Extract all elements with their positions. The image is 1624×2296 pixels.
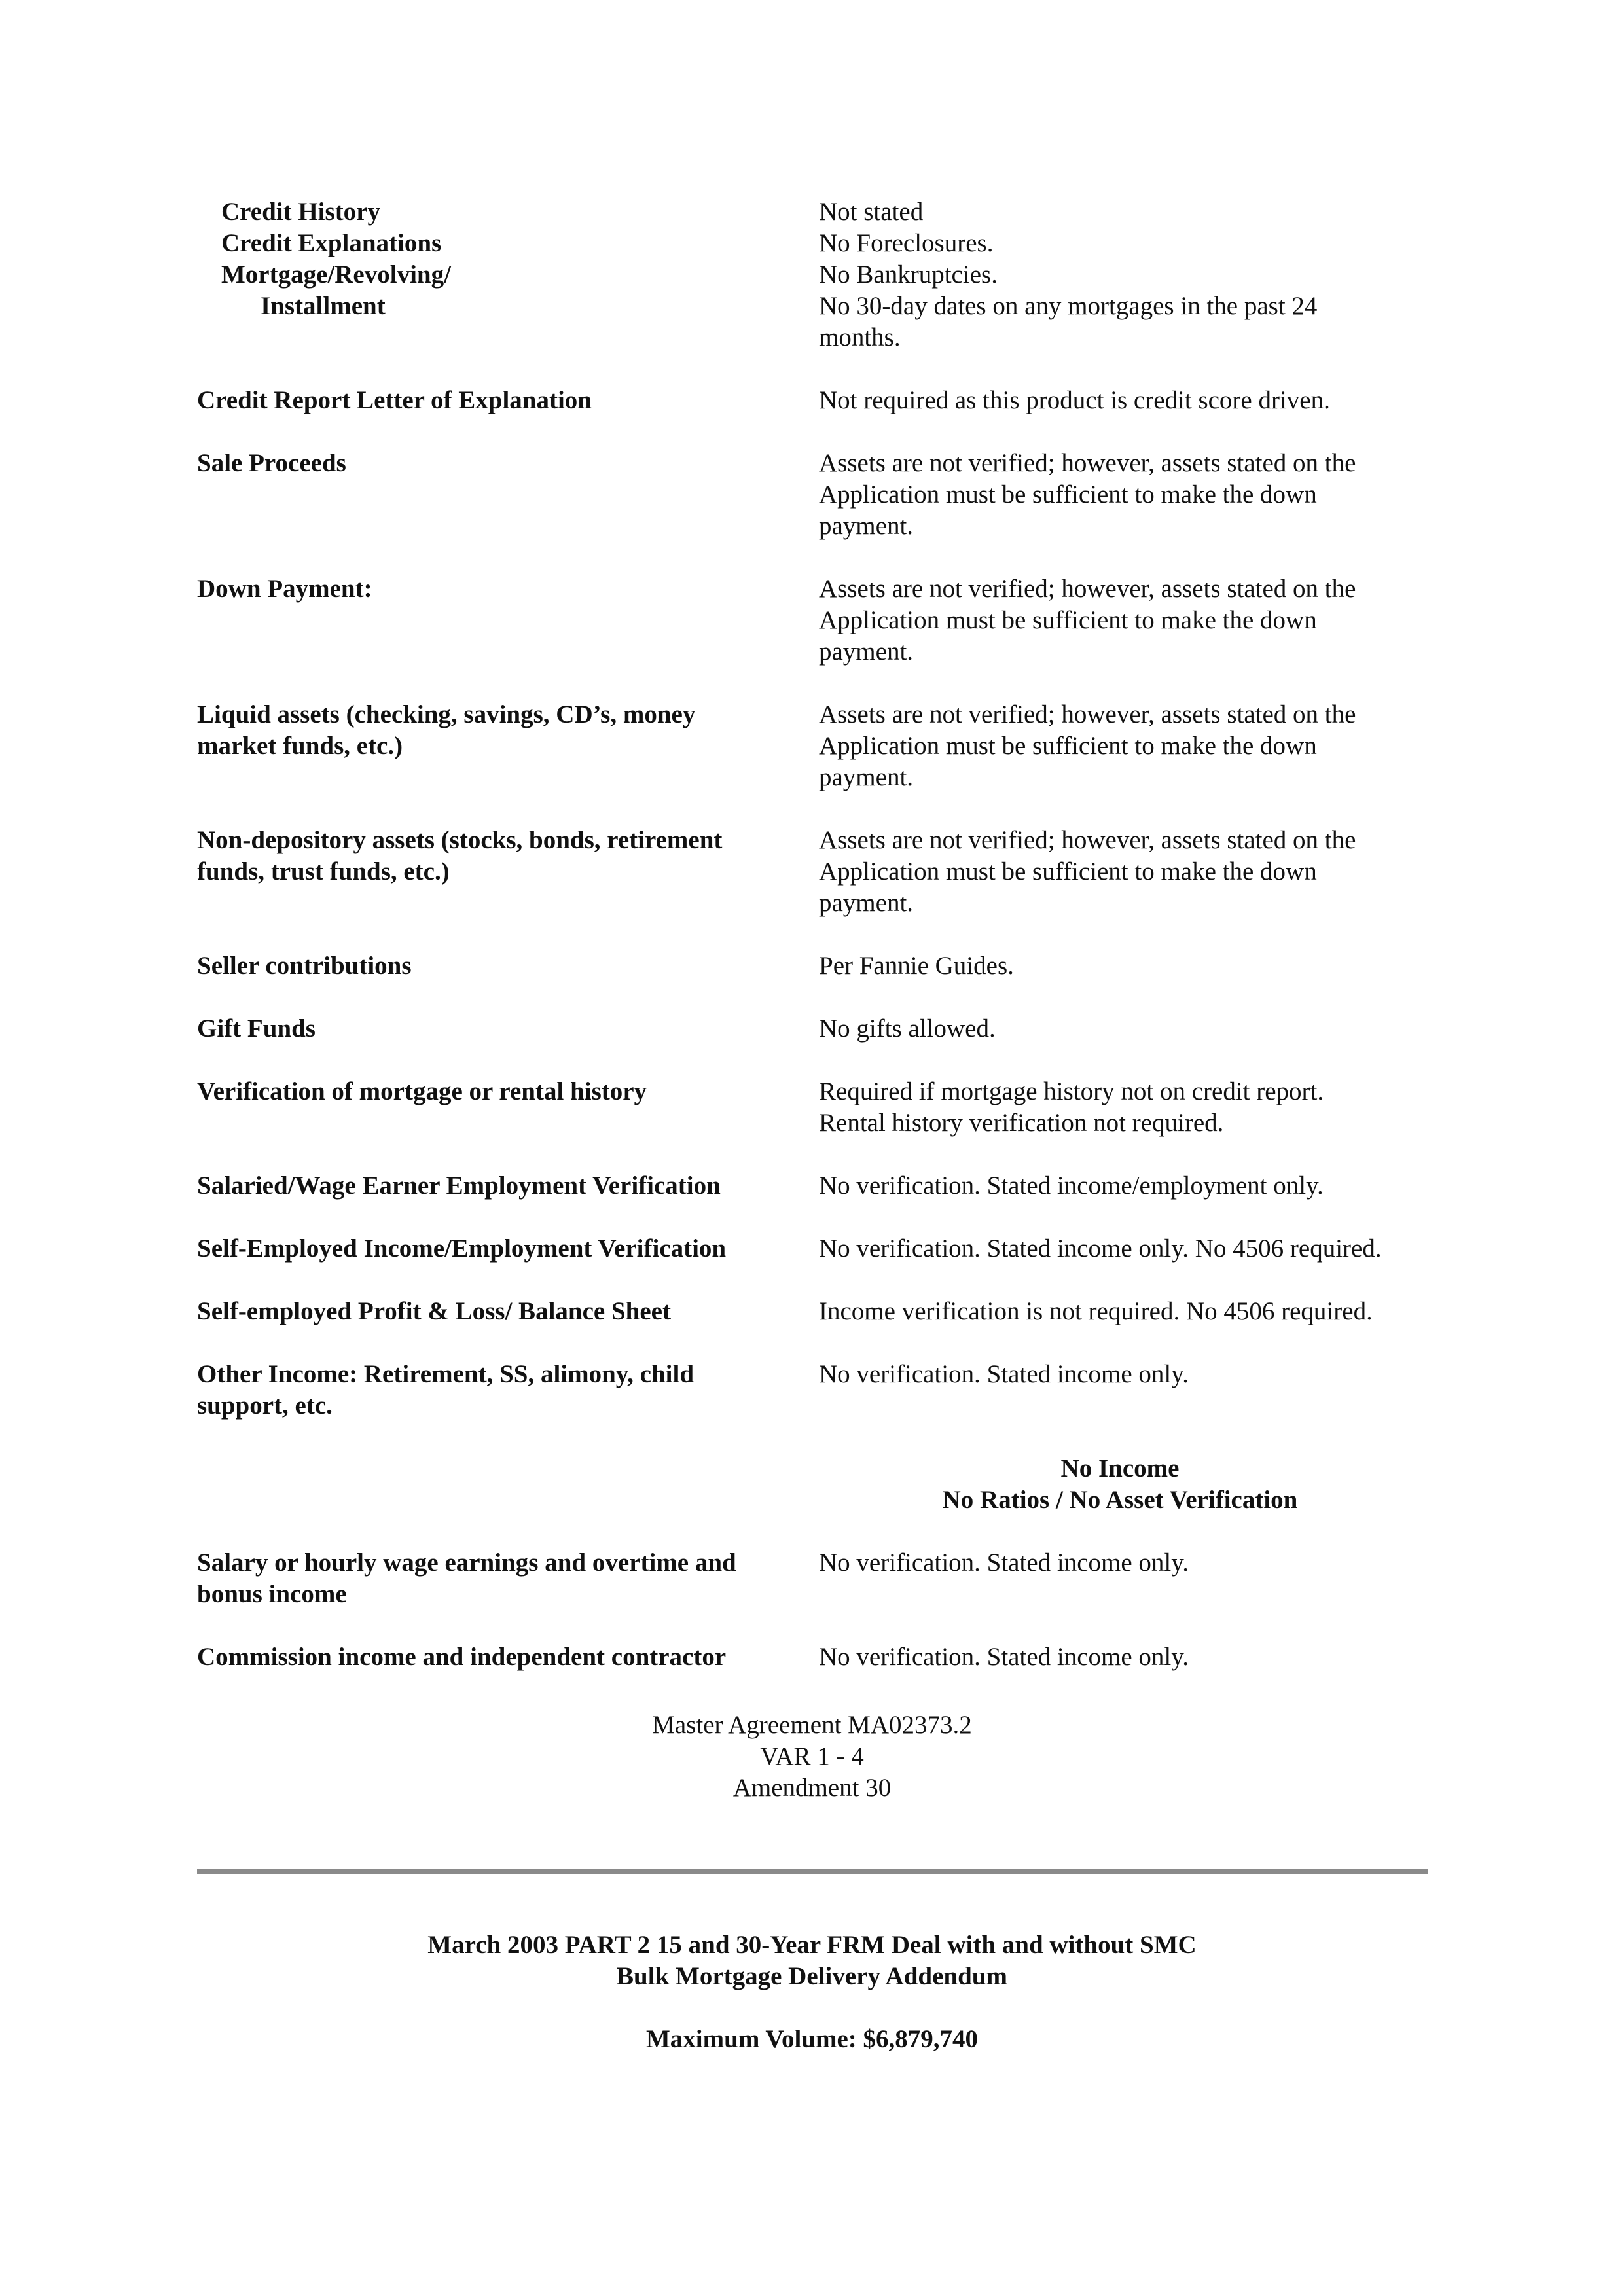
value-line: Rental history verification not required. (819, 1109, 1224, 1137)
value-line: No 30-day dates on any mortgages in the past 24 (819, 292, 1318, 320)
label-credit-explanations: Credit Explanations (221, 229, 442, 257)
label-other-income (197, 1359, 786, 1422)
value-line: Income verification is not required. No 4506 required. (819, 1297, 1373, 1325)
value-credit-block (819, 196, 1454, 353)
value-line: Application must be sufficient to make the down (819, 857, 1317, 886)
value-sale-proceeds (819, 448, 1454, 542)
value-self-employed-pnl (819, 1296, 1454, 1327)
value-verification-mortgage-rental (819, 1076, 1454, 1139)
label-line: Commission income and independent contractor (197, 1643, 727, 1671)
value-line: Assets are not verified; however, assets stated on the (819, 700, 1356, 728)
label-seller-contributions (197, 950, 786, 982)
label-self-employed-pnl (197, 1296, 786, 1327)
value-line: Not required as this product is credit score driven. (819, 386, 1330, 414)
subheading-line: No Income (1060, 1454, 1180, 1482)
value-line: No Foreclosures. (819, 229, 994, 257)
value-line: No verification. Stated income only. (819, 1549, 1189, 1577)
label-line: bonus income (197, 1580, 347, 1608)
label-line: Self-Employed Income/Employment Verification (197, 1234, 727, 1263)
label-verification-mortgage-rental (197, 1076, 786, 1107)
label-line: Salary or hourly wage earnings and overtime and (197, 1549, 736, 1577)
label-mortgage-revolving: Mortgage/Revolving/ (221, 260, 451, 289)
value-line: Assets are not verified; however, assets stated on the (819, 575, 1356, 603)
value-line: Required if mortgage history not on credit report. (819, 1077, 1324, 1105)
section-subheading (819, 1453, 1421, 1516)
value-seller-contributions (819, 950, 1454, 982)
value-credit-report-letter (819, 385, 1454, 416)
label-down-payment (197, 573, 786, 605)
value-line: Not stated (819, 198, 924, 226)
label-non-depository-assets (197, 825, 786, 888)
label-line: Down Payment: (197, 575, 372, 603)
footer-line: Master Agreement MA02373.2 (652, 1711, 972, 1739)
value-line: payment. (819, 637, 914, 666)
value-salaried-wage-earner (819, 1170, 1454, 1202)
footer-line: Amendment 30 (732, 1774, 892, 1802)
label-salary-hourly-wage (197, 1547, 786, 1610)
next-page-title (0, 1929, 1624, 1992)
page-break-rule (197, 1869, 1428, 1874)
value-line: payment. (819, 889, 914, 917)
label-line: Gift Funds (197, 1014, 316, 1043)
value-line: No verification. Stated income/employment only. (819, 1172, 1324, 1200)
label-line: Liquid assets (checking, savings, CD’s, money (197, 700, 696, 728)
value-line: Application must be sufficient to make the down (819, 606, 1317, 634)
label-line: Sale Proceeds (197, 449, 346, 477)
label-commission-income (197, 1641, 786, 1673)
value-line: payment. (819, 763, 914, 791)
value-line: months. (819, 323, 901, 351)
label-line: support, etc. (197, 1391, 333, 1420)
value-line: Assets are not verified; however, assets stated on the (819, 449, 1356, 477)
label-sale-proceeds (197, 448, 786, 479)
label-liquid-assets (197, 699, 786, 762)
value-line: No verification. Stated income only. (819, 1643, 1189, 1671)
value-non-depository-assets (819, 825, 1454, 919)
label-self-employed-income (197, 1233, 786, 1265)
value-line: Application must be sufficient to make the down (819, 480, 1317, 509)
label-line: Verification of mortgage or rental history (197, 1077, 647, 1105)
value-line: No gifts allowed. (819, 1014, 996, 1043)
label-line: market funds, etc.) (197, 732, 403, 760)
value-other-income (819, 1359, 1454, 1390)
page-footer (0, 1710, 1624, 1804)
value-line: Per Fannie Guides. (819, 952, 1014, 980)
label-gift-funds (197, 1013, 786, 1045)
label-credit-report-letter (197, 385, 786, 416)
label-line: Credit Report Letter of Explanation (197, 386, 592, 414)
title-line: March 2003 PART 2 15 and 30-Year FRM Deal with and without SMC (427, 1931, 1197, 1959)
label-line: Non-depository assets (stocks, bonds, retirement (197, 826, 723, 854)
value-liquid-assets (819, 699, 1454, 793)
value-line: Application must be sufficient to make the down (819, 732, 1317, 760)
value-commission-income (819, 1641, 1454, 1673)
value-self-employed-income (819, 1233, 1454, 1265)
value-down-payment (819, 573, 1454, 668)
label-credit-history: Credit History (221, 198, 380, 226)
label-line: Seller contributions (197, 952, 412, 980)
label-line: Other Income: Retirement, SS, alimony, child (197, 1360, 695, 1388)
value-line: payment. (819, 512, 914, 540)
footer-line: VAR 1 - 4 (760, 1742, 864, 1770)
label-line: Salaried/Wage Earner Employment Verification (197, 1172, 721, 1200)
value-salary-hourly-wage (819, 1547, 1454, 1579)
value-line: No verification. Stated income only. (819, 1360, 1189, 1388)
value-gift-funds (819, 1013, 1454, 1045)
label-salaried-wage-earner (197, 1170, 786, 1202)
subheading-line: No Ratios / No Asset Verification (942, 1486, 1298, 1514)
maximum-volume: Maximum Volume: $6,879,740 (646, 2025, 978, 2053)
label-line: funds, trust funds, etc.) (197, 857, 450, 886)
value-line: No Bankruptcies. (819, 260, 998, 289)
label-installment: Installment (261, 292, 386, 320)
value-line: No verification. Stated income only. No 4506 required. (819, 1234, 1382, 1263)
title-line: Bulk Mortgage Delivery Addendum (617, 1962, 1007, 1990)
value-line: Assets are not verified; however, assets stated on the (819, 826, 1356, 854)
label-line: Self-employed Profit & Loss/ Balance Sheet (197, 1297, 671, 1325)
